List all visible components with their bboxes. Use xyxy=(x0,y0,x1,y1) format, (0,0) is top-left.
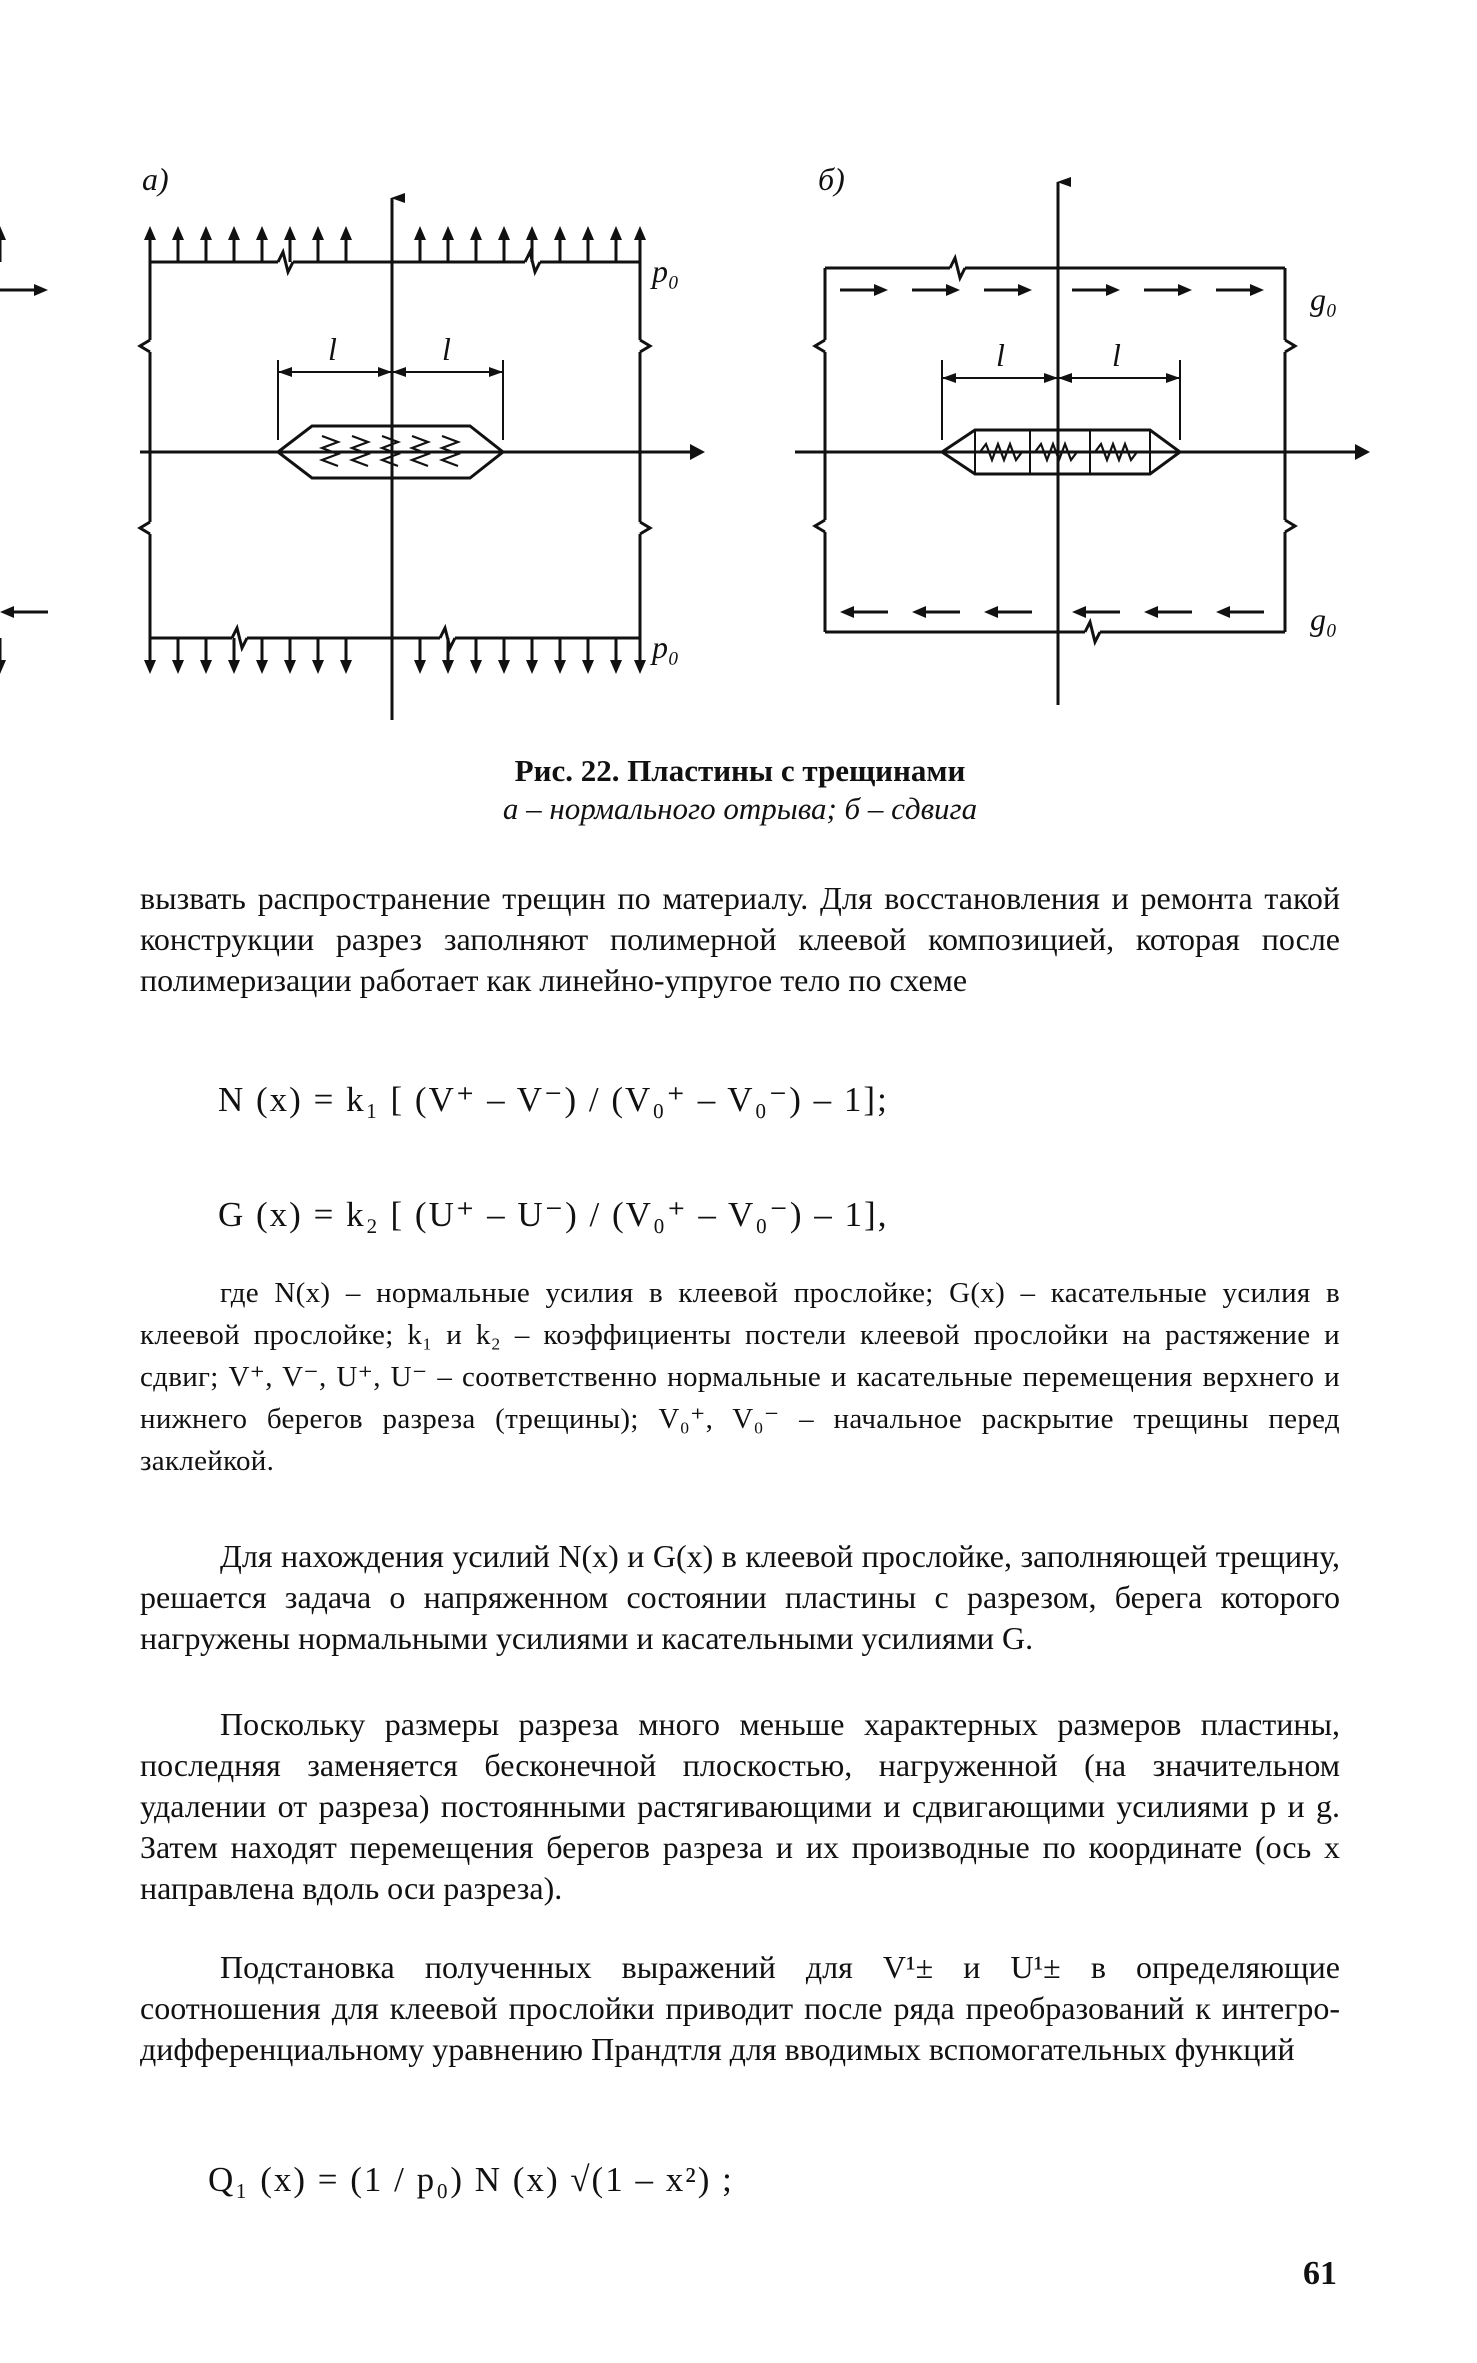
page-number: 61 xyxy=(1303,2255,1337,2292)
figure-caption xyxy=(140,752,1340,828)
label-g0-top: g₀ xyxy=(1310,281,1338,317)
panel-a-label: a) xyxy=(142,161,169,197)
formula-g: G (x) = k₂ [ (U⁺ – U⁻) / (V₀⁺ – V₀⁻) – 1], xyxy=(218,1195,889,1234)
definitions-paragraph: где N(x) – нормальные усилия в клеевой прослойке; G(x) – касательные усилия в клеевой прослойке; k₁ и k₂ – коэффициенты постели клеевой прослойки на растяжение и сдвиг; V⁺, V⁻, U⁺, U⁻ – соответственно нормальные и касательные перемещения верхнего и нижнего берегов разреза (трещины); V₀⁺, V₀⁻ – начальное раскрытие трещины перед заклейкой. xyxy=(140,1277,1340,1477)
paragraph-3: Поскольку размеры разреза много меньше характерных размеров пластины, последняя заменяется бесконечной плоскостью, нагруженной (на значительном удалении от разреза) постоянными растягивающими и сдвигающими усилиями p и g. Затем находят перемещения берегов разреза и их производные по координате (ось x направлена вдоль оси разреза). xyxy=(140,1706,1340,1906)
paragraph-2: Для нахождения усилий N(x) и G(x) в клеевой прослойке, заполняющей трещину, решается задача о напряженном состоянии пластины с разрезом, берега которого нагружены нормальными усилиями и касательными усилиями G. xyxy=(140,1538,1340,1656)
formula-n: N (x) = k₁ [ (V⁺ – V⁻) / (V₀⁺ – V₀⁻) – 1]; xyxy=(218,1080,889,1119)
panel-a xyxy=(140,198,705,720)
panel-b-label: б) xyxy=(818,161,845,197)
figure-22 xyxy=(0,0,1477,760)
label-l-b-left: l xyxy=(996,337,1005,373)
formula-q: Q₁ (x) = (1 / p₀) N (x) √(1 – x²) ; xyxy=(208,2160,734,2199)
panel-a-load-arrows xyxy=(0,226,646,674)
paragraph-4: Подстановка полученных выражений для V¹± и U¹± в определяющие соотношения для клеевой прослойки приводит после ряда преобразований к интегро-дифференциальному уравнению Прандтля для вводимых вспомогательных функций xyxy=(140,1949,1340,2067)
label-p0-bottom: p₀ xyxy=(652,629,680,665)
caption-subtitle: а – нормального отрыва; б – сдвига xyxy=(502,791,978,826)
label-g0-bottom: g₀ xyxy=(1310,601,1338,637)
label-l-a-right: l xyxy=(442,331,451,367)
caption-title: Рис. 22. Пластины с трещинами xyxy=(514,753,966,788)
panel-b xyxy=(795,182,1370,705)
paragraph-1: вызвать распространение трещин по материалу. Для восстановления и ремонта такой конструкции разрез заполняют полимерной клеевой композицией, которая после полимеризации работает как линейно-упругое тело по схеме xyxy=(140,880,1340,998)
label-l-a-left: l xyxy=(328,331,337,367)
label-l-b-right: l xyxy=(1112,337,1121,373)
label-p0-top: p₀ xyxy=(652,253,680,289)
